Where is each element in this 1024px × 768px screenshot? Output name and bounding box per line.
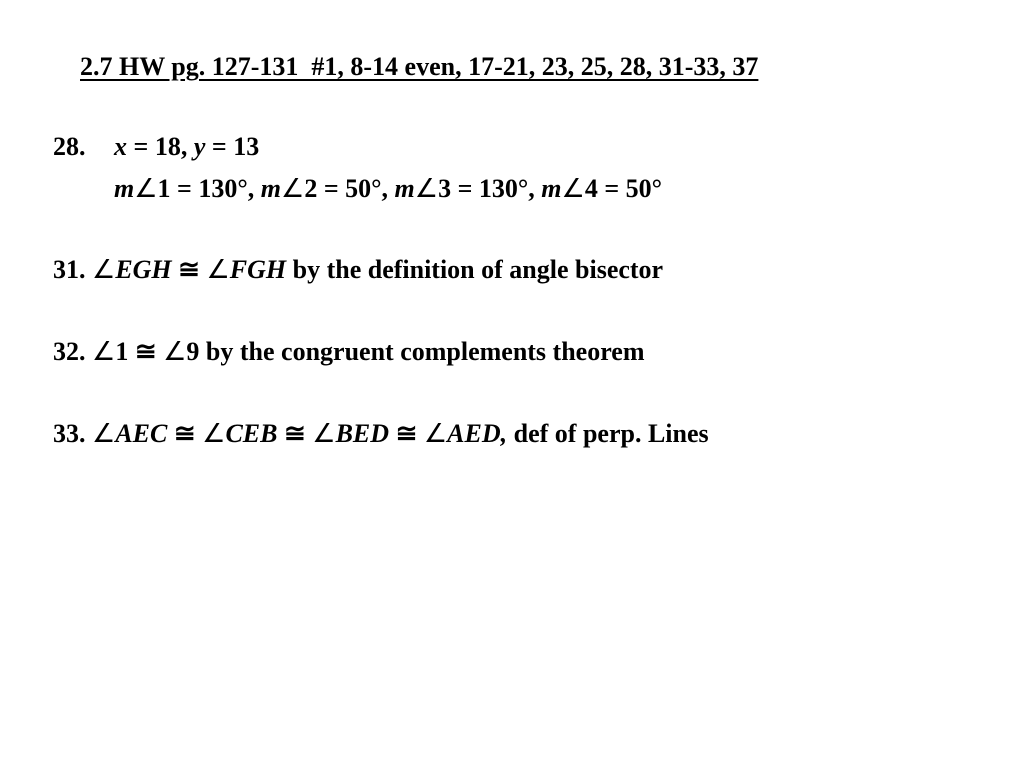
angle-9: 9 xyxy=(186,337,200,366)
measure-m: m xyxy=(260,174,281,203)
angle-fgh: FGH xyxy=(229,255,287,284)
answer-32-reason: by the congruent complements theorem xyxy=(199,337,645,366)
angle-aed: AED, xyxy=(447,419,508,448)
angle-4-measure: 4 = 50° xyxy=(584,174,663,203)
answer-31-reason: by the definition of angle bisector xyxy=(286,255,664,284)
var-x: x xyxy=(114,132,127,161)
angle-2-measure: 2 = 50°, xyxy=(304,174,395,203)
answer-31 xyxy=(53,257,663,283)
x-value: = 18, xyxy=(127,132,194,161)
answer-33 xyxy=(53,421,709,447)
congruent-symbol: ≅ xyxy=(171,255,207,284)
angle-symbol: ∠ xyxy=(92,255,116,284)
angle-symbol: ∠ xyxy=(423,419,448,448)
congruent-symbol: ≅ xyxy=(389,419,424,448)
measure-m: m xyxy=(394,174,415,203)
answer-33-number: 33. xyxy=(53,419,92,448)
angle-bed: BED xyxy=(335,419,390,448)
angle-1-measure: 1 = 130°, xyxy=(157,174,261,203)
measure-m: m xyxy=(541,174,562,203)
angle-symbol: ∠ xyxy=(414,174,439,203)
angle-symbol: ∠ xyxy=(92,337,116,366)
angle-symbol: ∠ xyxy=(134,174,158,203)
angle-symbol: ∠ xyxy=(561,174,585,203)
answer-28-line-2 xyxy=(114,176,662,202)
angle-symbol: ∠ xyxy=(312,419,336,448)
measure-m: m xyxy=(114,174,135,203)
angle-symbol: ∠ xyxy=(281,174,305,203)
angle-symbol: ∠ xyxy=(202,419,226,448)
answer-28-line-1 xyxy=(53,134,259,160)
angle-symbol: ∠ xyxy=(92,419,116,448)
var-y: y xyxy=(193,132,206,161)
answer-33-reason: def of perp. Lines xyxy=(507,419,709,448)
answer-32 xyxy=(53,339,644,365)
y-value: = 13 xyxy=(205,132,260,161)
angle-ceb: CEB xyxy=(225,419,278,448)
answer-28-number: 28. xyxy=(53,132,86,161)
congruent-symbol: ≅ xyxy=(128,337,164,366)
page-title: 2.7 HW pg. 127-131 #1, 8-14 even, 17-21, 23, 25, 28, 31-33, 37 xyxy=(80,52,759,81)
answer-32-number: 32. xyxy=(53,337,92,366)
angle-aec: AEC xyxy=(115,419,168,448)
angle-3-measure: 3 = 130°, xyxy=(438,174,542,203)
angle-symbol: ∠ xyxy=(206,255,230,284)
congruent-symbol: ≅ xyxy=(167,419,203,448)
angle-1: 1 xyxy=(115,337,129,366)
angle-egh: EGH xyxy=(115,255,172,284)
answer-31-number: 31. xyxy=(53,255,92,284)
angle-symbol: ∠ xyxy=(163,337,187,366)
congruent-symbol: ≅ xyxy=(277,419,313,448)
